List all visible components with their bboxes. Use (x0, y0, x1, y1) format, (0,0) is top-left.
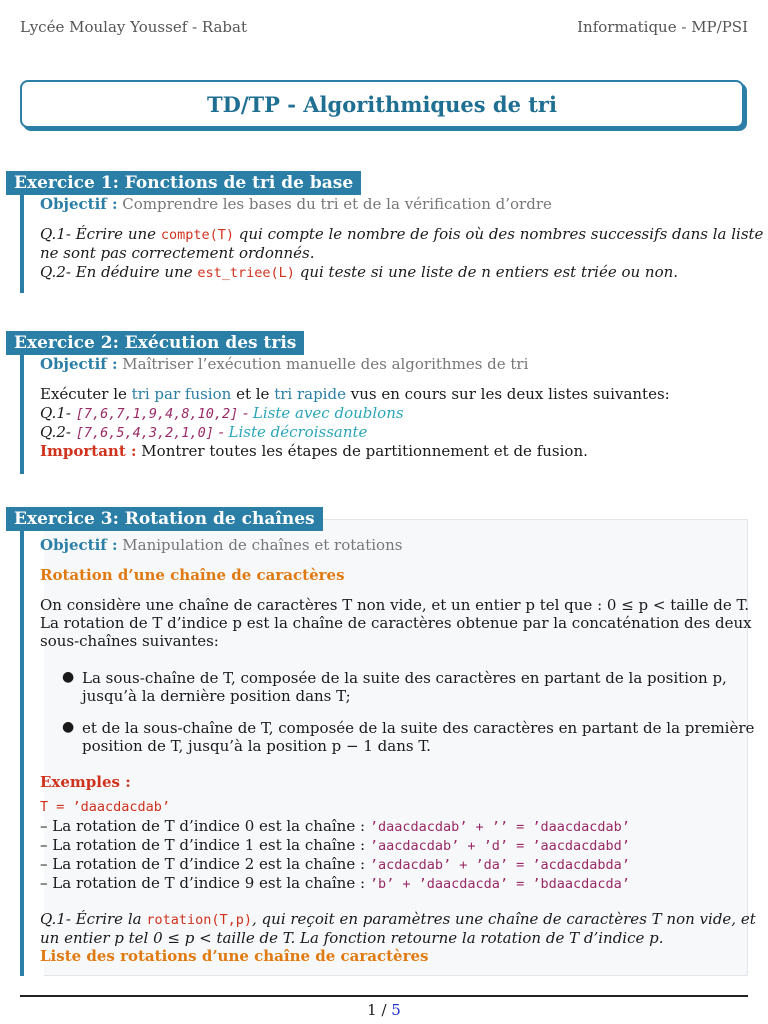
exercise-3-subtitle: Rotation d’une chaîne de caractères (40, 566, 345, 584)
exercise-3-t-definition: T = ’daacdacdab’ (40, 799, 171, 815)
exercise-1-q1-cont: ne sont pas correctement ordonnés. (40, 244, 315, 262)
exercise-1-objective: Objectif : Comprendre les bases du tri et de la vérification d’ordre (40, 195, 552, 213)
exercise-3-bullet-1a: La sous-chaîne de T, composée de la suite des caractères en partant de la position p, (82, 669, 727, 687)
exercise-2-important: Important : Montrer toutes les étapes de partitionnement et de fusion. (40, 442, 588, 460)
exercise-2-title: Exercice 2: Exécution des tris (6, 331, 304, 355)
exercise-3-bullet-2b: position de T, jusqu’à la position p − 1 dans T. (82, 737, 431, 755)
exercise-3-examples-label: Exemples : (40, 773, 131, 791)
exercise-3-bullet-2a: et de la sous-chaîne de T, composée de la suite des caractères en partant de la première (82, 719, 755, 737)
exercise-2 (14, 333, 748, 474)
page-number: 1 / 5 (367, 1001, 401, 1019)
exercise-3-bar (20, 519, 24, 976)
exercise-3-title: Exercice 3: Rotation de chaînes (6, 507, 323, 531)
course-name: Informatique - MP/PSI (577, 18, 748, 36)
school-name: Lycée Moulay Youssef - Rabat (20, 18, 247, 36)
exercise-2-q2: Q.2- [7,6,5,4,3,2,1,0] - Liste décroissante (40, 423, 368, 441)
exercise-2-bar (20, 343, 24, 474)
exercise-3 (14, 509, 756, 976)
exercise-3-objective: Objectif : Manipulation de chaînes et rotations (40, 536, 403, 554)
bullet-dot: ● (62, 669, 75, 685)
exercise-1-q2: Q.2- En déduire une est_triee(L) qui teste si une liste de n entiers est triée ou non. (40, 263, 679, 281)
exercise-1-bar (20, 183, 24, 293)
exercise-2-intro: Exécuter le tri par fusion et le tri rapide vus en cours sur les deux listes suivantes: (40, 385, 670, 403)
document-title-box (20, 80, 744, 128)
document-title: TD/TP - Algorithmiques de tri (207, 91, 557, 117)
exercise-2-q1: Q.1- [7,6,7,1,9,4,8,10,2] - Liste avec doublons (40, 404, 404, 422)
example-row: – La rotation de T d’indice 1 est la chaîne : ’aacdacdab’ + ’d’ = ’aacdacdabd’ (40, 836, 630, 854)
exercise-3-q1-cont: un entier p tel 0 ≤ p < taille de T. La fonction retourne la rotation de T d’indice p. (40, 929, 664, 947)
exercise-3-paragraph-line-3: sous-chaînes suivantes: (40, 632, 219, 650)
example-row: – La rotation de T d’indice 9 est la chaîne : ’b’ + ’daacdacda’ = ’bdaacdacda’ (40, 874, 630, 892)
exercise-1-q1: Q.1- Écrire une compte(T) qui compte le nombre de fois où des nombres successifs dans la liste (40, 225, 764, 243)
exercise-3-q1: Q.1- Écrire la rotation(T,p), qui reçoit en paramètres une chaîne de caractères T non vide, et (40, 910, 756, 928)
bullet-dot: ● (62, 719, 75, 735)
example-row: – La rotation de T d’indice 2 est la chaîne : ’acdacdab’ + ’da’ = ’acdacdabda’ (40, 855, 630, 873)
exercise-3-paragraph-line-2: La rotation de T d’indice p est la chaîne de caractères obtenue par la concaténation des deux (40, 614, 752, 632)
exercise-3-bullet-1b: jusqu’à la dernière position dans T; (82, 687, 351, 705)
exercise-1 (14, 173, 764, 293)
footer-rule (20, 995, 748, 997)
exercise-1-title: Exercice 1: Fonctions de tri de base (6, 171, 361, 195)
exercise-3-list-title: Liste des rotations d’une chaîne de caractères (40, 947, 429, 965)
exercise-2-objective: Objectif : Maîtriser l’exécution manuelle des algorithmes de tri (40, 355, 529, 373)
page-total-link[interactable]: 5 (391, 1001, 401, 1019)
example-row: – La rotation de T d’indice 0 est la chaîne : ’daacdacdab’ + ’’ = ’daacdacdab’ (40, 817, 630, 835)
exercise-3-paragraph-line-1: On considère une chaîne de caractères T non vide, et un entier p tel que : 0 ≤ p < taille de T. (40, 596, 750, 614)
